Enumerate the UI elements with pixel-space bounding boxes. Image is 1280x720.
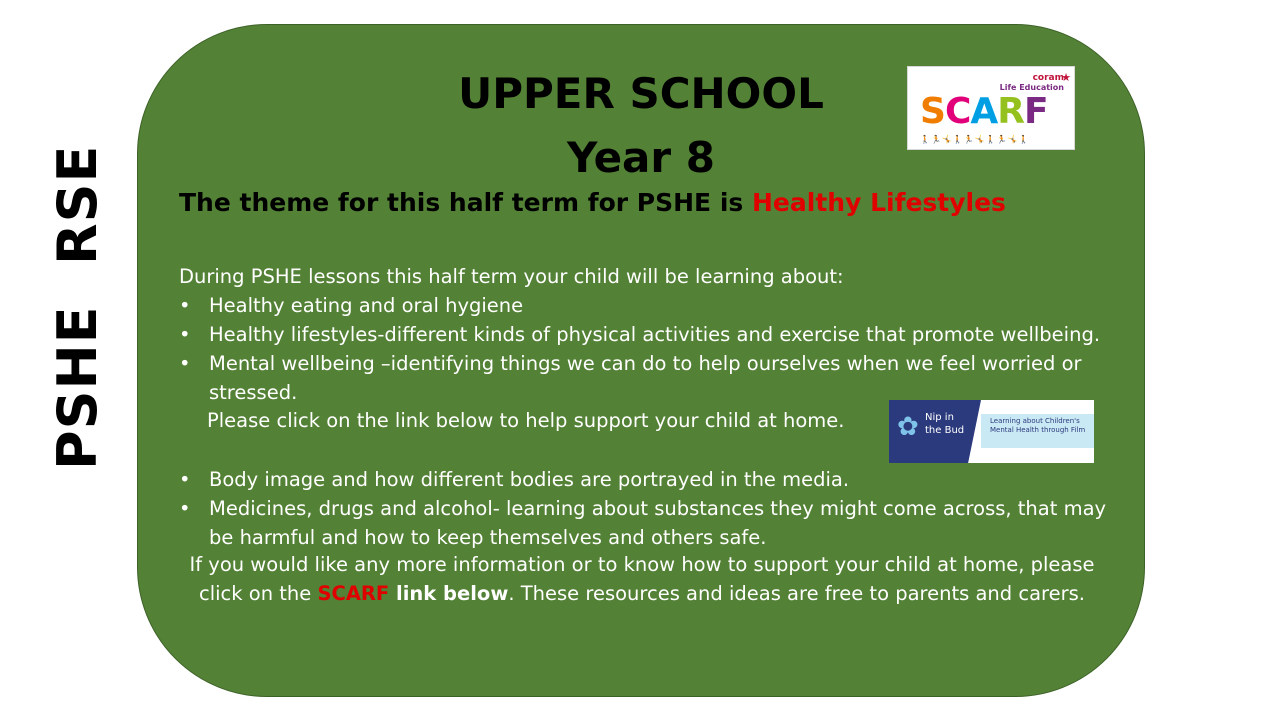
bullet-icon: • [179, 294, 191, 317]
scarf-wordmark: SCARF [920, 91, 1048, 132]
topic-list-2 [179, 465, 1119, 552]
closing-text: If you would like any more information or to know how to support your child at home, please click on the SCARF link below. These resources and ideas are free to parents and carers. [189, 553, 1095, 605]
nip-name-line2: the Bud [925, 425, 965, 436]
star-icon: ★ [1061, 71, 1071, 84]
rse-label: RSE [46, 144, 109, 265]
side-label [46, 144, 116, 470]
scarf-logo[interactable] [907, 66, 1075, 150]
list-item: • Healthy eating and oral hygiene [179, 291, 1119, 320]
intro-text: During PSHE lessons this half term your child will be learning about: [179, 265, 844, 288]
topic-list-1 [179, 291, 1119, 407]
scarf-link-word[interactable]: SCARF [317, 582, 390, 605]
page-title: UPPER SCHOOL [458, 69, 824, 118]
nip-name-line1: Nip in [925, 412, 954, 423]
coram-brand: coram [1032, 73, 1064, 83]
nip-tagline: Learning about Children's Mental Health through Film [990, 417, 1086, 434]
pshe-label: PSHE [46, 305, 109, 470]
bullet-icon: • [179, 352, 191, 375]
year-title: Year 8 [567, 133, 715, 182]
theme-highlight: Healthy Lifestyles [752, 188, 1006, 217]
support-line: Please click on the link below to help support your child at home. [207, 409, 845, 432]
people-icons: 🚶🏃🤸🚶🏃🤸🚶🏃🤸🚶 [920, 135, 1030, 144]
list-item: • Mental wellbeing –identifying things we can do to help ourselves when we feel worried or stressed. [179, 349, 1119, 407]
theme-heading: The theme for this half term for PSHE is Healthy Lifestyles [179, 188, 1006, 217]
list-item: • Body image and how different bodies are portrayed in the media. [179, 465, 1119, 494]
butterfly-icon: ✿ [897, 412, 919, 442]
coram-subtitle: Life Education [999, 83, 1064, 92]
nip-in-the-bud-link[interactable] [889, 400, 1094, 463]
bullet-icon: • [179, 323, 191, 346]
link-below-text: link below [389, 582, 509, 605]
bullet-icon: • [179, 497, 191, 520]
bullet-icon: • [179, 468, 191, 491]
list-item: • Medicines, drugs and alcohol- learning about substances they might come across, that may be harmful and how to keep themselves and others safe. [179, 494, 1119, 552]
list-item: • Healthy lifestyles-different kinds of physical activities and exercise that promote wellbeing. [179, 320, 1119, 349]
info-panel [137, 24, 1145, 697]
